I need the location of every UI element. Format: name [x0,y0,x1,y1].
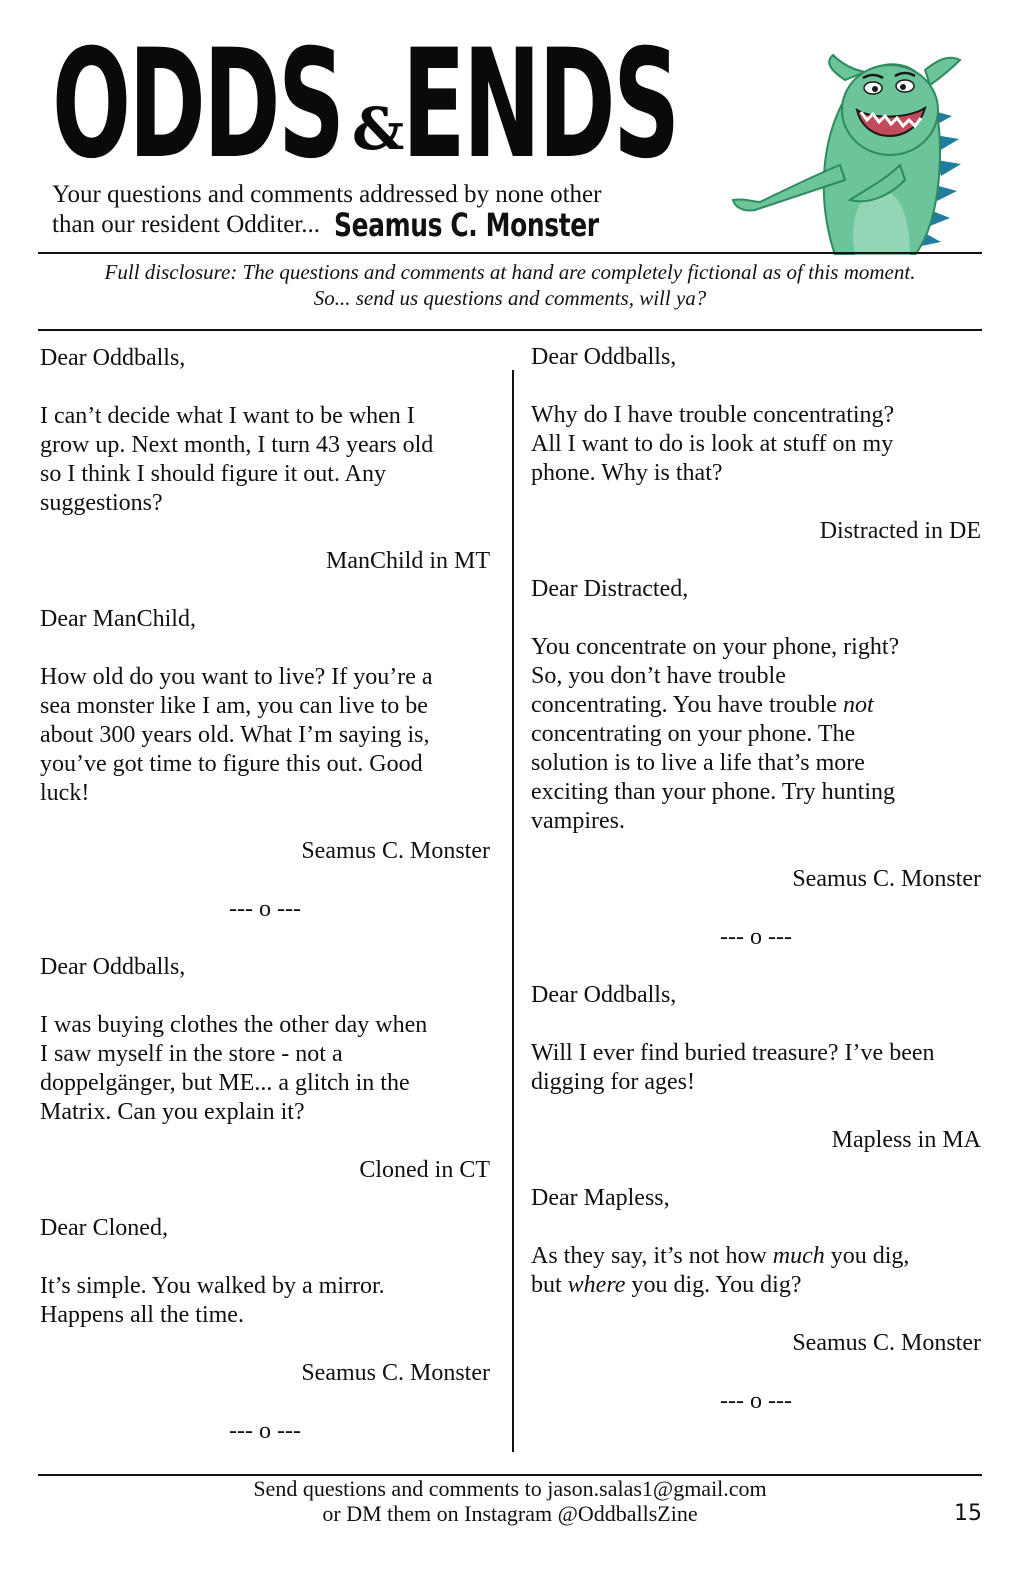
reply-emphasis: not [842,692,874,718]
reply-text: As they say, it’s not how [531,1243,773,1269]
sea-monster-illustration [725,40,975,255]
title-ends: ENDS [402,18,678,192]
reply-salutation: Dear Mapless, [531,1185,670,1211]
reply-body-line: It’s simple. You walked by a mirror. [40,1273,385,1299]
section-separator: --- o --- [720,1388,792,1414]
reply-body-line: concentrating on your phone. The [531,721,856,747]
reply-emphasis: where [567,1272,626,1298]
subtitle-line-2 [52,206,673,244]
right-column [531,343,981,1416]
reply-body-line: solution is to live a life that’s more [531,750,865,776]
disclaimer-line-2: So... send us questions and comments, will ya? [313,286,707,310]
section-separator: --- o --- [720,924,792,950]
left-column [40,344,490,1446]
reply-body-line: vampires. [531,808,625,834]
letter-signature: Cloned in CT [359,1157,490,1183]
subtitle-line-1: Your questions and comments addressed by none other [52,181,602,208]
letter-signature: Mapless in MA [831,1127,981,1153]
letter-salutation: Dear Oddballs, [40,954,186,980]
reply-text: but [531,1272,568,1298]
reply-body-line: exciting than your phone. Try hunting [531,779,895,805]
reply-body-line: How old do you want to live? If you’re a [40,664,433,690]
page-number: 15 [954,1501,982,1526]
disclaimer [38,259,982,311]
letter-body-line: so I think I should figure it out. Any [40,461,386,487]
reply-signature: Seamus C. Monster [792,1330,981,1356]
column-divider [512,370,514,1452]
reply-body-line: You concentrate on your phone, right? [531,634,900,660]
reply-signature: Seamus C. Monster [301,838,490,864]
reply-body-line: luck! [40,780,90,806]
footer [38,1476,982,1526]
masthead-signature: Seamus C. Monster [334,206,599,244]
letter-signature: Distracted in DE [819,518,981,544]
title-ampersand: & [352,95,405,163]
letter-body-line: digging for ages! [531,1069,695,1095]
reply-signature: Seamus C. Monster [792,866,981,892]
header-rule [38,252,982,254]
reply-body-line [531,1271,981,1300]
reply-signature: Seamus C. Monster [301,1360,490,1386]
reply-body-line: you’ve got time to figure this out. Good [40,751,423,777]
letter-body-line: Why do I have trouble concentrating? [531,402,895,428]
letter-body-line: phone. Why is that? [531,460,723,486]
reply-body-line: sea monster like I am, you can live to be [40,693,428,719]
letter-body-line: Matrix. Can you explain it? [40,1099,305,1125]
letter-body-line: doppelgänger, but ME... a glitch in the [40,1070,410,1096]
reply-text: concentrating. You have trouble [531,692,843,718]
masthead-subtitle [52,181,673,244]
letter-salutation: Dear Oddballs, [40,345,186,371]
reply-text: you dig, [824,1243,910,1269]
section-separator: --- o --- [229,1418,301,1444]
letter-signature: ManChild in MT [325,548,490,574]
footer-line-2: or DM them on Instagram @OddballsZine [322,1501,698,1526]
disclaimer-line-1: Full disclosure: The questions and comments at hand are completely fictional as of this moment. [104,260,916,284]
reply-text: you dig. You dig? [625,1272,802,1298]
reply-salutation: Dear Distracted, [531,576,689,602]
subtitle-line-2-text: than our resident Odditer... [52,211,320,238]
disclaimer-rule [38,329,982,331]
title-odds: ODDS [52,18,343,192]
letter-salutation: Dear Oddballs, [531,982,677,1008]
letter-body-line: grow up. Next month, I turn 43 years old [40,432,434,458]
letter-body-line: Will I ever find buried treasure? I’ve been [531,1040,935,1066]
footer-line-1: Send questions and comments to jason.salas1@gmail.com [253,1476,767,1501]
reply-salutation: Dear ManChild, [40,606,196,632]
reply-salutation: Dear Cloned, [40,1215,168,1241]
reply-body-line [531,691,981,720]
reply-body-line: about 300 years old. What I’m saying is, [40,722,430,748]
reply-body-line: Happens all the time. [40,1302,244,1328]
reply-emphasis: much [772,1243,825,1269]
letter-salutation: Dear Oddballs, [531,344,677,370]
letter-body-line: I can’t decide what I want to be when I [40,403,415,429]
section-separator: --- o --- [229,896,301,922]
letter-body-line: suggestions? [40,490,163,516]
letter-body-line: I saw myself in the store - not a [40,1041,343,1067]
reply-body-line: So, you don’t have trouble [531,663,786,689]
reply-body-line [531,1242,981,1271]
letter-body-line: All I want to do is look at stuff on my [531,431,894,457]
letter-body-line: I was buying clothes the other day when [40,1012,428,1038]
